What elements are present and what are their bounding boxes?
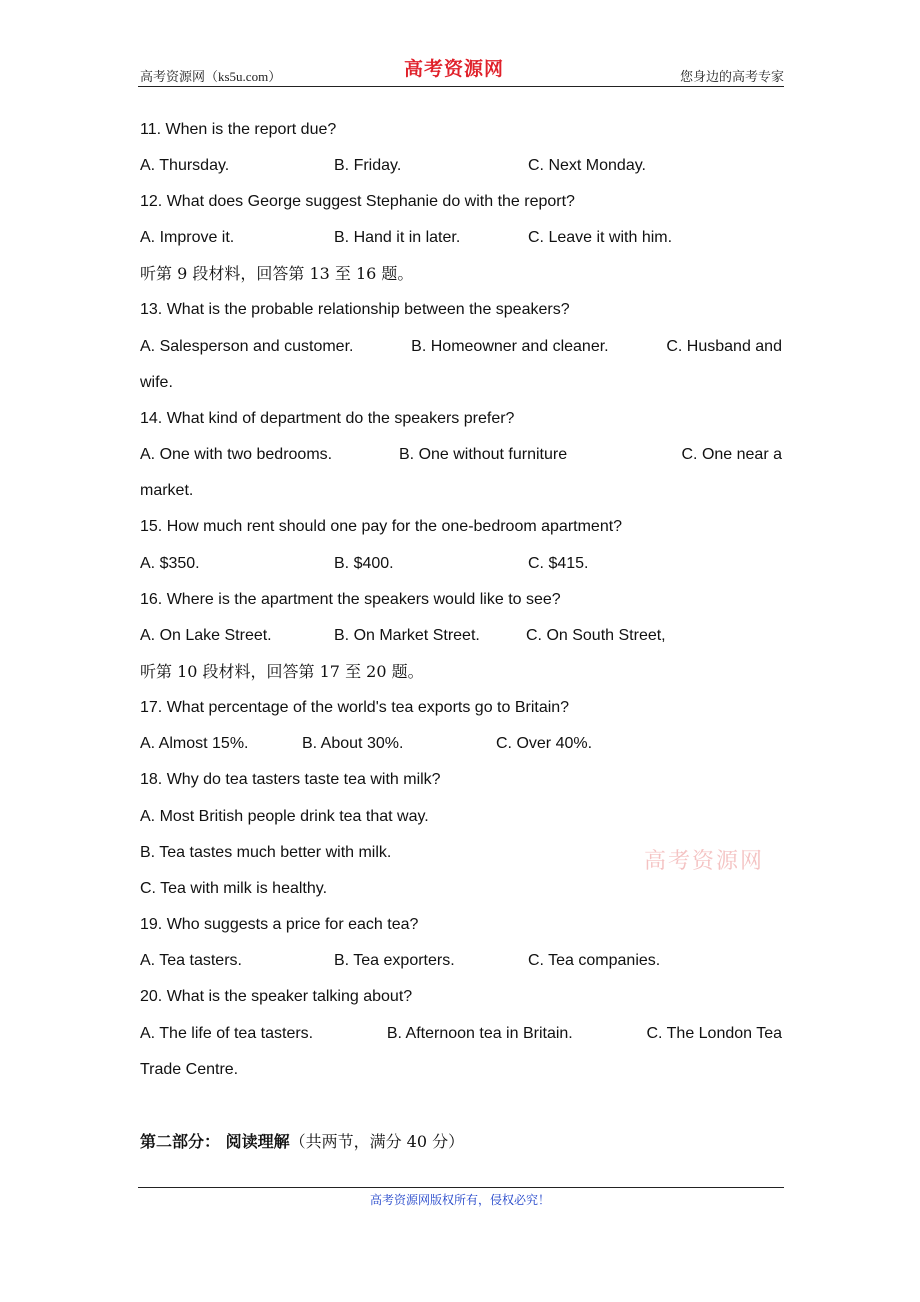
question-12: 12. What does George suggest Stephanie do with the report?: [140, 193, 575, 210]
options-20: [140, 1024, 782, 1044]
option-15c: C. $415.: [528, 555, 589, 572]
option-19b: B. Tea exporters.: [334, 952, 455, 969]
footer-copyright: 高考资源网版权所有，侵权必究！: [369, 1193, 550, 1207]
header-left: 高考资源网（ks5u.com）: [140, 69, 282, 84]
header-divider: [138, 86, 784, 87]
option-12b: B. Hand it in later.: [334, 229, 461, 246]
question-20: 20. What is the speaker talking about?: [140, 988, 413, 1005]
option-20c-continued: Trade Centre.: [140, 1061, 239, 1078]
option-11a: A. Thursday.: [140, 157, 230, 174]
option-13c-continued: wife.: [140, 374, 173, 391]
option-19a: A. Tea tasters.: [140, 952, 242, 969]
header-right: 您身边的高考专家: [679, 69, 784, 84]
option-16a: A. On Lake Street.: [140, 627, 272, 644]
option-16b: B. On Market Street.: [334, 627, 480, 644]
section-9-instruction: 听第 9 段材料，回答第 13 至 16 题。: [140, 264, 414, 283]
option-19c: C. Tea companies.: [528, 952, 661, 969]
question-14: 14. What kind of department do the speakers prefer?: [140, 410, 515, 427]
option-11b: B. Friday.: [334, 157, 402, 174]
question-17: 17. What percentage of the world's tea exports go to Britain?: [140, 699, 570, 716]
question-15: 15. How much rent should one pay for the one-bedroom apartment?: [140, 518, 623, 535]
option-12c: C. Leave it with him.: [528, 229, 673, 246]
part-2-note: （共两节，满分 40 分）: [289, 1132, 465, 1151]
option-17a: A. Almost 15%.: [140, 735, 249, 752]
part-2-heading: [140, 1132, 782, 1152]
question-19: 19. Who suggests a price for each tea?: [140, 916, 419, 933]
option-14b: B. One without furniture: [399, 446, 568, 463]
options-13: [140, 337, 782, 357]
question-13: 13. What is the probable relationship between the speakers?: [140, 301, 570, 318]
option-14c-continued: market.: [140, 482, 194, 499]
part-2-title: 第二部分： 阅读理解: [140, 1132, 290, 1151]
option-20c: C. The London Tea: [646, 1025, 782, 1042]
option-15a: A. $350.: [140, 555, 200, 572]
option-20a: A. The life of tea tasters.: [140, 1025, 314, 1042]
option-13b: B. Homeowner and cleaner.: [411, 338, 609, 355]
option-16c: C. On South Street,: [526, 627, 666, 644]
option-13c: C. Husband and: [666, 338, 782, 355]
footer-divider: [138, 1187, 784, 1188]
option-15b: B. $400.: [334, 555, 394, 572]
option-20b: B. Afternoon tea in Britain.: [386, 1025, 573, 1042]
question-16: 16. Where is the apartment the speakers would like to see?: [140, 591, 561, 608]
option-14c: C. One near a: [681, 446, 782, 463]
section-10-instruction: 听第 10 段材料，回答第 17 至 20 题。: [140, 662, 424, 681]
option-17b: B. About 30%.: [302, 735, 404, 752]
header-logo: 高考资源网: [404, 58, 505, 80]
question-18: 18. Why do tea tasters taste tea with milk?: [140, 771, 441, 788]
watermark: 高考资源网: [644, 849, 765, 874]
option-11c: C. Next Monday.: [528, 157, 646, 174]
option-17c: C. Over 40%.: [496, 735, 593, 752]
option-18a: A. Most British people drink tea that way.: [140, 808, 429, 825]
option-13a: A. Salesperson and customer.: [140, 338, 354, 355]
option-12a: A. Improve it.: [140, 229, 235, 246]
option-18b: B. Tea tastes much better with milk.: [140, 844, 392, 861]
question-11: 11. When is the report due?: [140, 121, 337, 138]
option-18c: C. Tea with milk is healthy.: [140, 880, 328, 897]
option-14a: A. One with two bedrooms.: [140, 446, 333, 463]
